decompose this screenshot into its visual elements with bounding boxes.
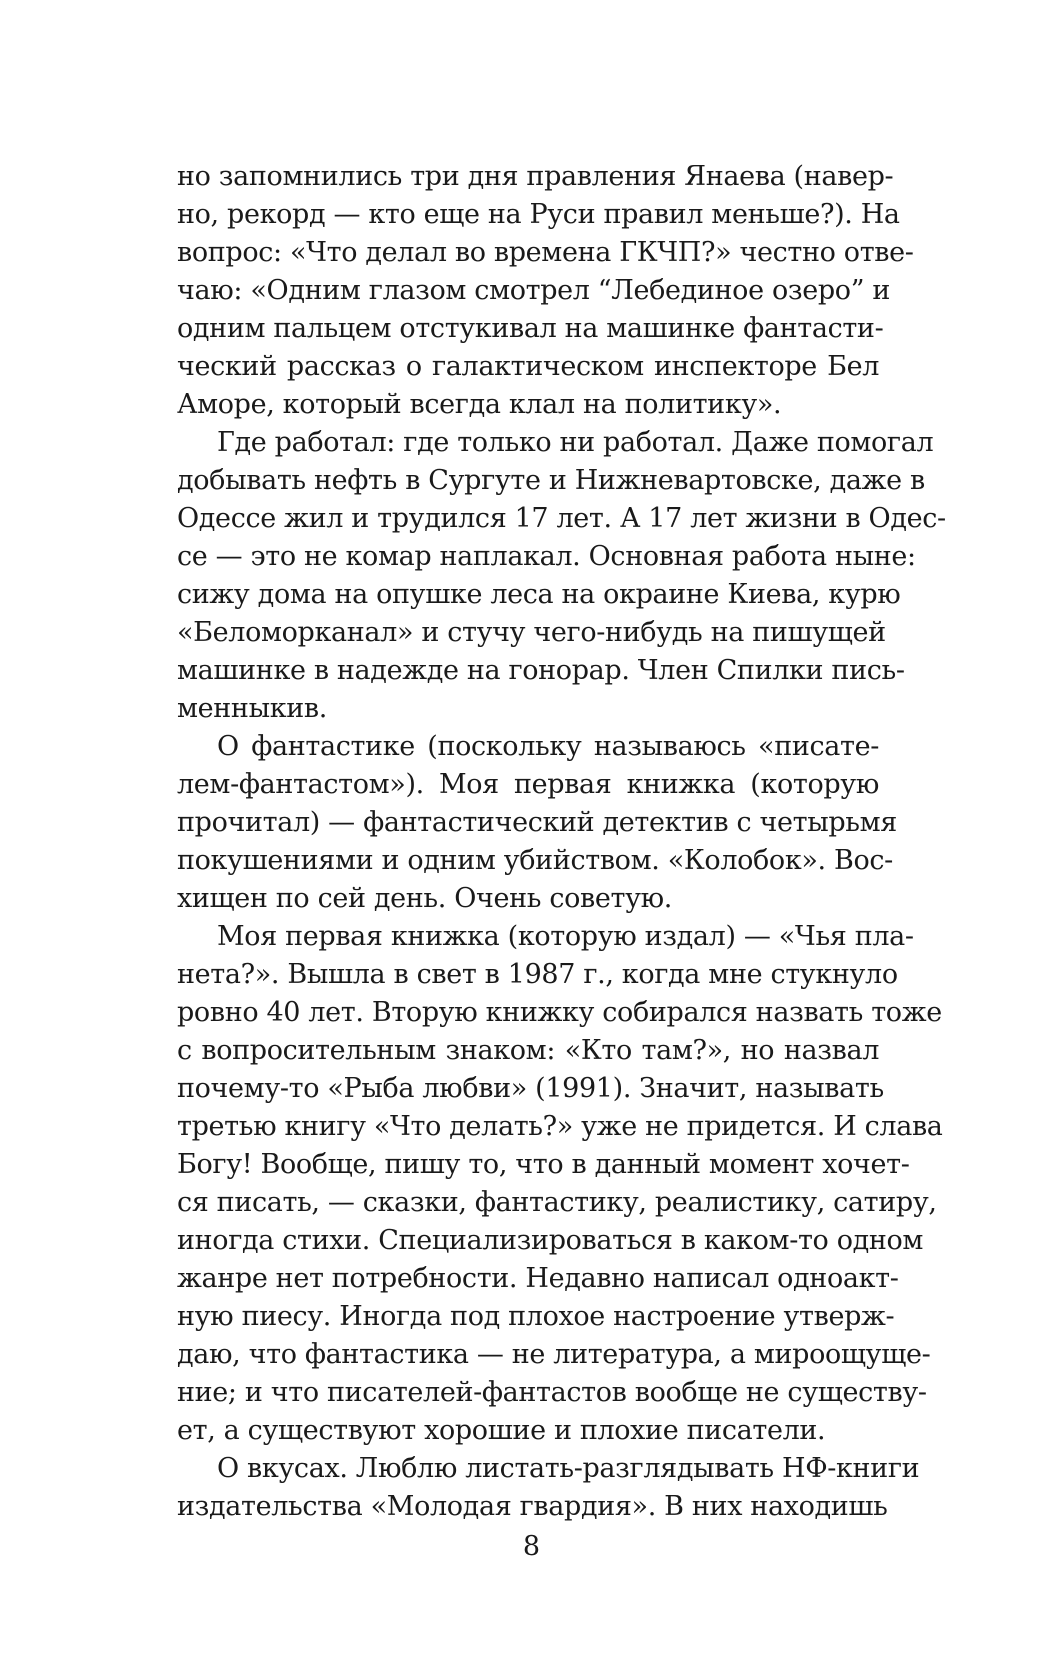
text-line: менныкив. [177,693,327,724]
text-line: ся писать, — сказки, фантастику, реалистику, сатиру, [177,1187,937,1218]
text-line: почему-то «Рыба любви» (1991). Значит, называть [177,1073,884,1104]
page-number: 8 [522,1531,541,1562]
text-line: ную пиесу. Иногда под плохое настроение утверж- [177,1301,895,1332]
text-line: вопрос: «Что делал во времена ГКЧП?» честно отве- [177,237,914,268]
text-line: но запомнились три дня правления Янаева (навер- [177,161,894,192]
text-line: О вкусах. Люблю листать-разглядывать НФ-книги [217,1453,920,1484]
text-line: одним пальцем отстукивал на машинке фантасти- [177,313,884,344]
text-line: Богу! Вообще, пишу то, что в данный момент хочет- [177,1149,910,1180]
text-line: ровно 40 лет. Вторую книжку собирался назвать тоже [177,997,942,1028]
text-line: се — это не комар наплакал. Основная работа ныне: [177,541,916,572]
text-line: третью книгу «Что делать?» уже не придется. И слава [177,1111,943,1142]
text-line: Аморе, который всегда клал на политику». [177,389,782,420]
body-text [177,158,946,1526]
text-line: прочитал) — фантастический детектив с четырьмя [177,807,897,838]
text-line: ческий рассказ о галактическом инспекторе Бел [177,351,879,382]
text-line: даю, что фантастика — не литература, а мироощуще- [177,1339,931,1370]
text-line: но, рекорд — кто еще на Руси правил меньше?). На [177,199,900,230]
text-line: ет, а существуют хорошие и плохие писатели. [177,1415,826,1446]
text-line: ние; и что писателей-фантастов вообще не существу- [177,1377,927,1408]
text-line: сижу дома на опушке леса на окраине Киева, курю [177,579,901,610]
text-line: издательства «Молодая гвардия». В них находишь [177,1491,888,1522]
text-line: нета?». Вышла в свет в 1987 г., когда мне стукнуло [177,959,898,990]
text-line: покушениями и одним убийством. «Колобок». Вос- [177,845,893,876]
text-line: машинке в надежде на гонорар. Член Спилки пись- [177,655,905,686]
text-line: хищен по сей день. Очень советую. [177,883,673,914]
text-line: иногда стихи. Специализироваться в каком-то одном [177,1225,924,1256]
text-line: Где работал: где только ни работал. Даже помогал [217,427,934,458]
text-line: Моя первая книжка (которую издал) — «Чья пла- [217,921,914,952]
text-line: с вопросительным знаком: «Кто там?», но назвал [177,1035,879,1066]
text-line: О фантастике (поскольку называюсь «писате- [217,731,879,762]
text-line: жанре нет потребности. Недавно написал одноакт- [177,1263,899,1294]
text-line: чаю: «Одним глазом смотрел “Лебединое озеро” и [177,275,891,306]
text-line: «Беломорканал» и стучу чего-нибудь на пишущей [177,617,886,648]
text-line: лем-фантастом»). Моя первая книжка (которую [177,769,879,800]
text-line: Одессе жил и трудился 17 лет. А 17 лет жизни в Одес- [177,503,946,534]
text-line: добывать нефть в Сургуте и Нижневартовске, даже в [177,465,925,496]
